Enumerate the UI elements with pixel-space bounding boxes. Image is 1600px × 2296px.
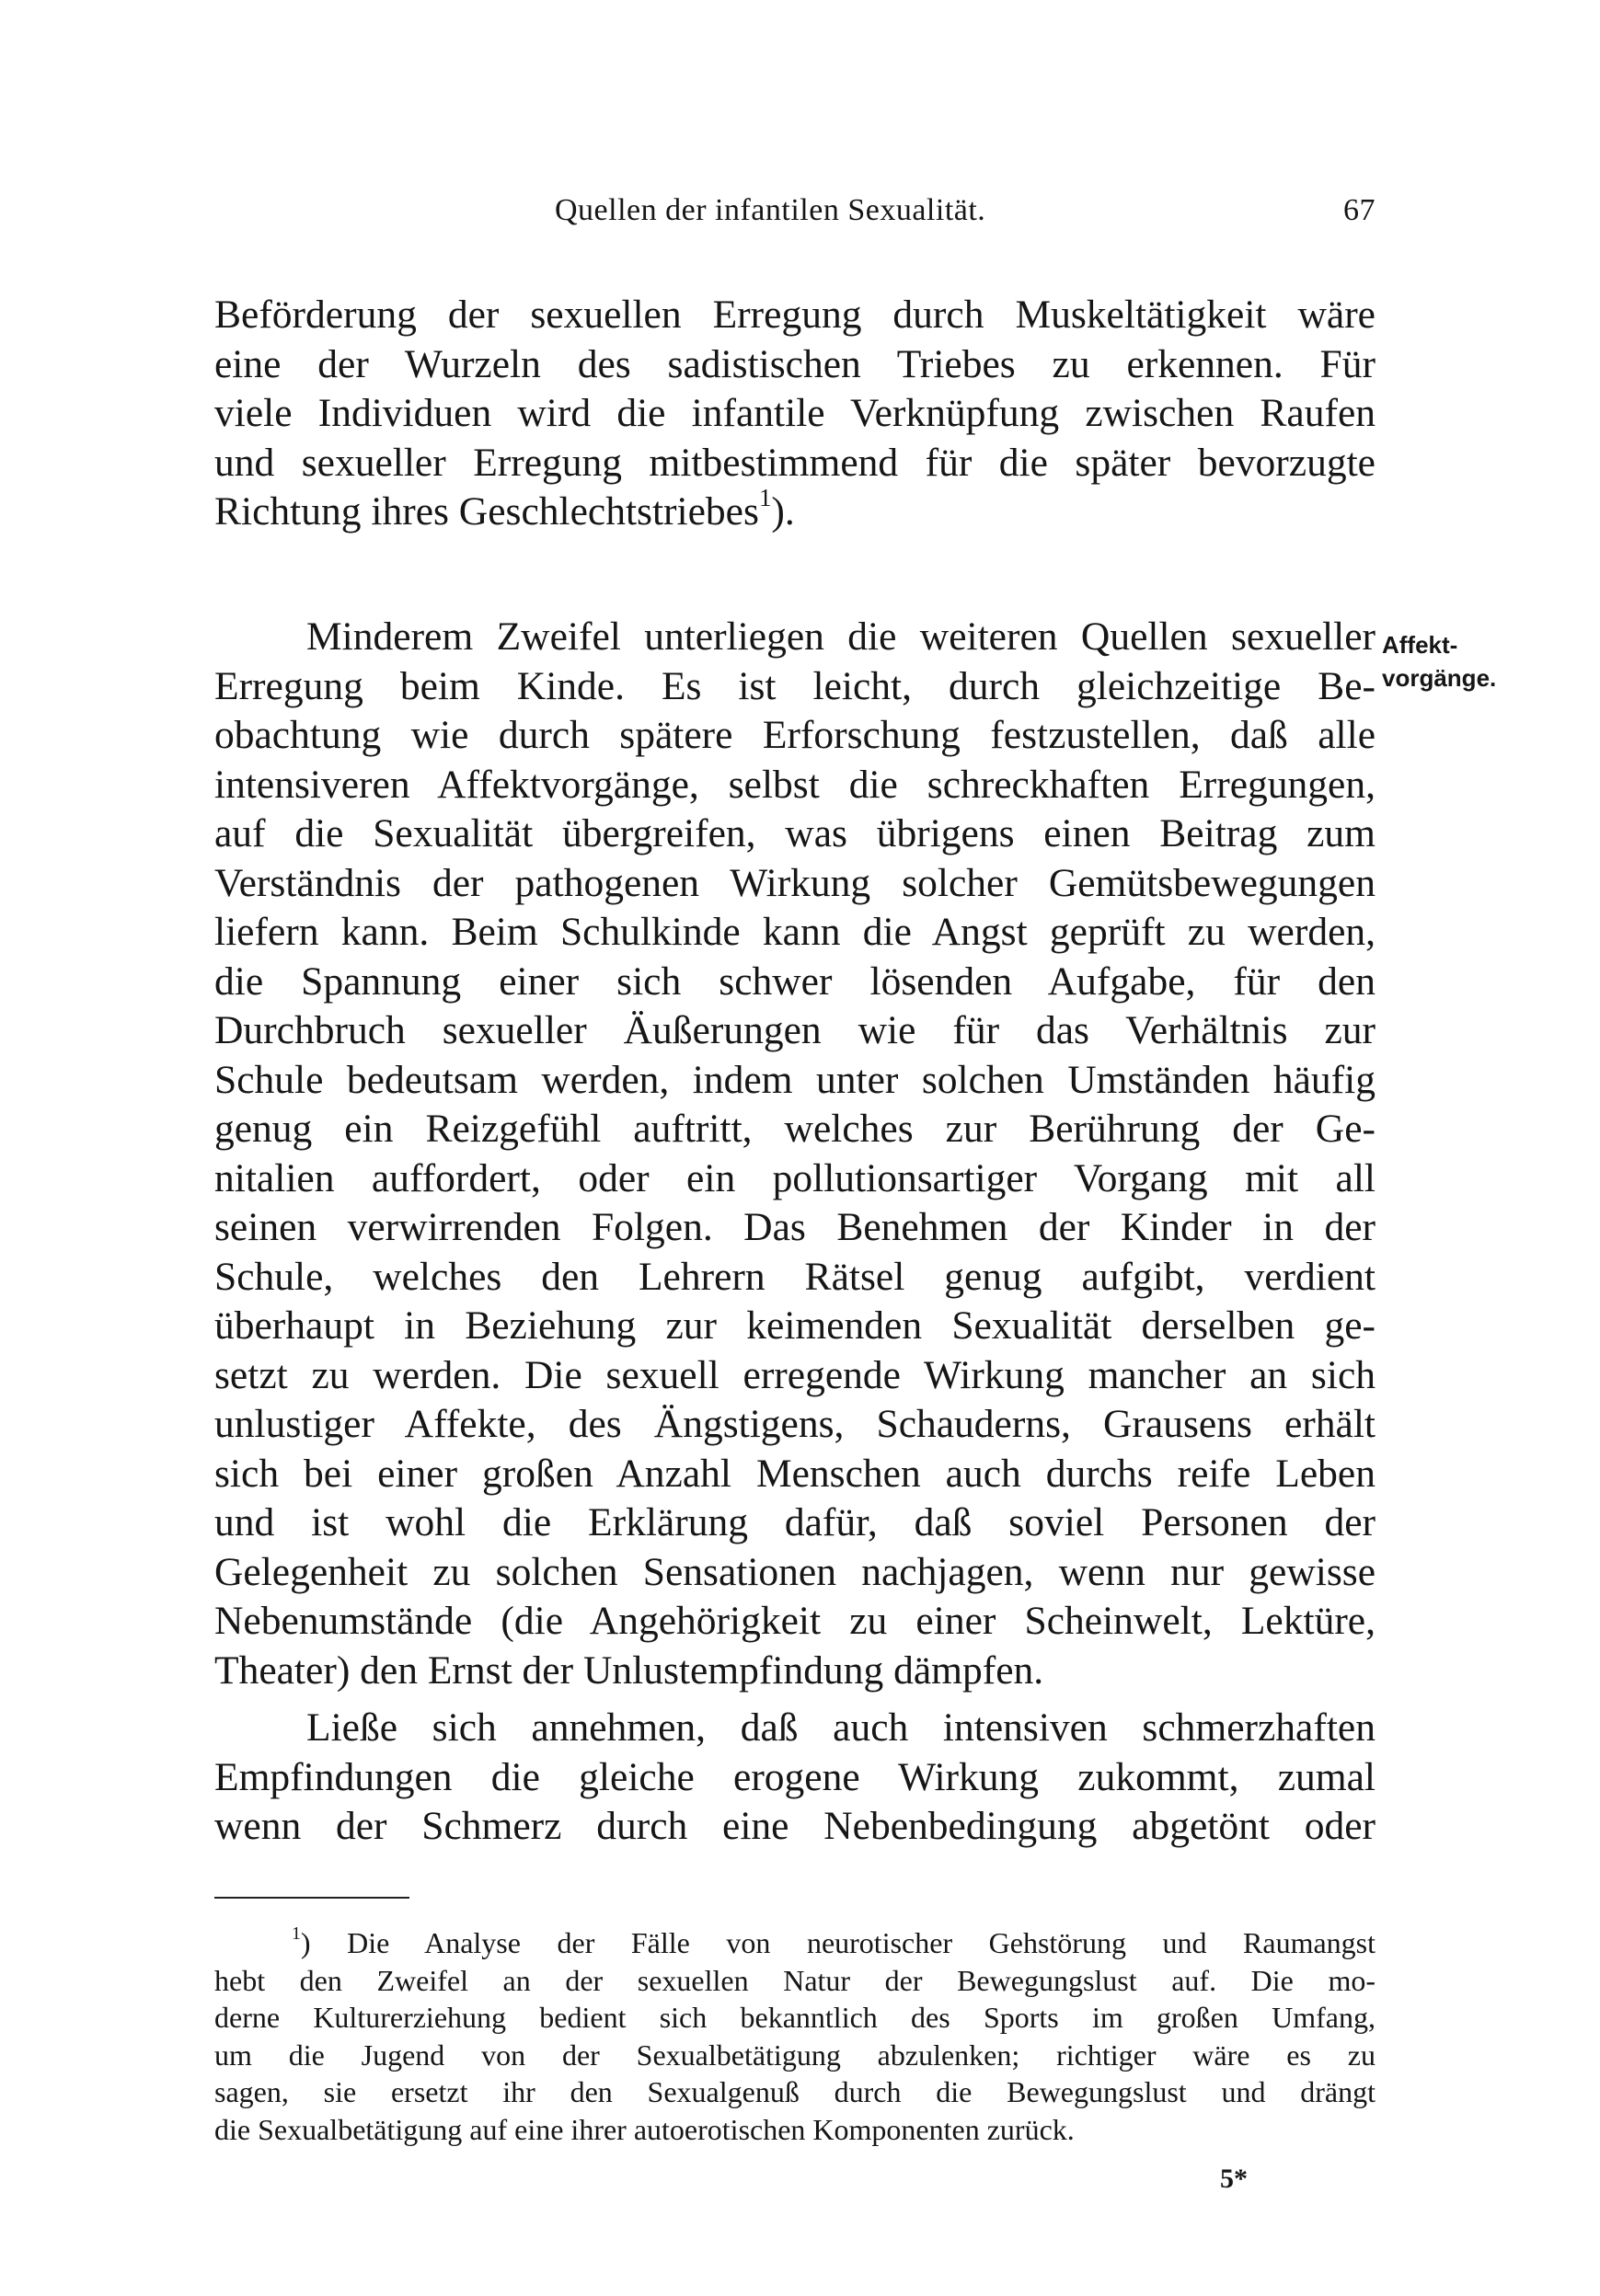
- text-line: die Spannung einer sich schwer lösenden Aufgabe, für den: [214, 959, 1376, 1004]
- footnote-line: um die Jugend von der Sexualbetätigung abzulenken; richtiger wäre es zu: [214, 2038, 1376, 2072]
- text-line: Ließe sich annehmen, daß auch intensiven schmerzhaften: [306, 1705, 1376, 1750]
- footnote-marker: 1: [292, 1923, 301, 1945]
- text-line: setzt zu werden. Die sexuell erregende Wirkung mancher an sich: [214, 1352, 1376, 1397]
- text-line: und sexueller Erregung mitbestimmend für die später bevorzugte: [214, 440, 1376, 485]
- text-line: Schule bedeutsam werden, indem unter solchen Umständen häufig: [214, 1057, 1376, 1102]
- text-line: obachtung wie durch spätere Erforschung festzustellen, daß alle: [214, 713, 1376, 757]
- text-line: eine der Wurzeln des sadistischen Triebes zu erkennen. Für: [214, 341, 1376, 386]
- footnote-line-content: ) Die Analyse der Fälle von neurotischer Gehstörung und Raumangst: [300, 1926, 1376, 1959]
- margin-note: [1382, 628, 1496, 695]
- text-line: wenn der Schmerz durch eine Nebenbedingung abgetönt oder: [214, 1804, 1376, 1848]
- text-line: Verständnis der pathogenen Wirkung solcher Gemütsbewegungen: [214, 860, 1376, 905]
- text-line: unlustiger Affekte, des Ängstigens, Schauderns, Grausens erhält: [214, 1402, 1376, 1446]
- text-line: liefern kann. Beim Schulkinde kann die Angst geprüft zu werden,: [214, 910, 1376, 954]
- footnote-line: sagen, sie ersetzt ihr den Sexualgenuß durch die Bewegungslust und drängt: [214, 2075, 1376, 2108]
- text-line: Schule, welches den Lehrern Rätsel genug aufgibt, verdient: [214, 1254, 1376, 1299]
- text-line: genug ein Reizgefühl auftritt, welches zur Berührung der Ge-: [214, 1107, 1376, 1151]
- text-line: Beförderung der sexuellen Erregung durch Muskeltätigkeit wäre: [214, 293, 1376, 337]
- text-line-content: Richtung ihres Geschlechtstriebes: [214, 489, 759, 534]
- text-line: überhaupt in Beziehung zur keimenden Sexualität derselben ge-: [214, 1303, 1376, 1348]
- printer-signature-mark: 5*: [1220, 2164, 1248, 2194]
- text-line: und ist wohl die Erklärung dafür, daß soviel Personen der: [214, 1500, 1376, 1544]
- paragraph-schmerz: [214, 1704, 1376, 1852]
- footnote: [214, 1924, 1376, 2148]
- running-head-title: Quellen der infantilen Sexualität.: [555, 193, 986, 227]
- running-head: [214, 193, 1376, 239]
- footnote-divider: [214, 1897, 409, 1899]
- footnote-reference: 1: [758, 483, 772, 511]
- footnote-line: hebt den Zweifel an der sexuellen Natur der Bewegungslust auf. Die mo-: [214, 1963, 1376, 1997]
- text-line: seinen verwirrenden Folgen. Das Benehmen der Kinder in der: [214, 1205, 1376, 1249]
- page-number: 67: [1343, 193, 1376, 227]
- text-line: Erregung beim Kinde. Es ist leicht, durch gleichzeitige Be-: [214, 663, 1376, 708]
- text-line: Theater) den Ernst der Unlustempfindung dämpfen.: [214, 1647, 1044, 1693]
- margin-note-line: vorgänge.: [1382, 664, 1497, 692]
- text-line: auf die Sexualität übergreifen, was übrigens einen Beitrag zum: [214, 811, 1376, 855]
- paragraph-continued: [214, 291, 1376, 537]
- footnote-line: [214, 1924, 1376, 1962]
- text-line: [214, 483, 1376, 537]
- paragraph-affektvorgaenge: [214, 613, 1376, 1695]
- text-line: intensiveren Affektvorgänge, selbst die schreckhaften Erregungen,: [214, 762, 1376, 807]
- text-line: Gelegenheit zu solchen Sensationen nachjagen, wenn nur gewisse: [214, 1549, 1376, 1594]
- text-line: nitalien auffordert, oder ein pollutionsartiger Vorgang mit all: [214, 1155, 1376, 1200]
- footnote-line: derne Kulturerziehung bedient sich bekanntlich des Sports im großen Umfang,: [214, 2001, 1376, 2034]
- footnote-line: die Sexualbetätigung auf eine ihrer autoerotischen Komponenten zurück.: [214, 2112, 1075, 2146]
- text-line: sich bei einer großen Anzahl Menschen auch durchs reife Leben: [214, 1451, 1376, 1496]
- text-line: Nebenumstände (die Angehörigkeit zu einer Scheinwelt, Lektüre,: [214, 1599, 1376, 1643]
- text-line: viele Individuen wird die infantile Verknüpfung zwischen Raufen: [214, 391, 1376, 435]
- text-line: Empfindungen die gleiche erogene Wirkung zukommt, zumal: [214, 1754, 1376, 1799]
- text-line-end: ).: [771, 489, 795, 534]
- text-line: Minderem Zweifel unterliegen die weiteren Quellen sexueller: [306, 614, 1376, 659]
- margin-note-line: Affekt-: [1382, 631, 1458, 659]
- text-line: Durchbruch sexueller Äußerungen wie für das Verhältnis zur: [214, 1008, 1376, 1052]
